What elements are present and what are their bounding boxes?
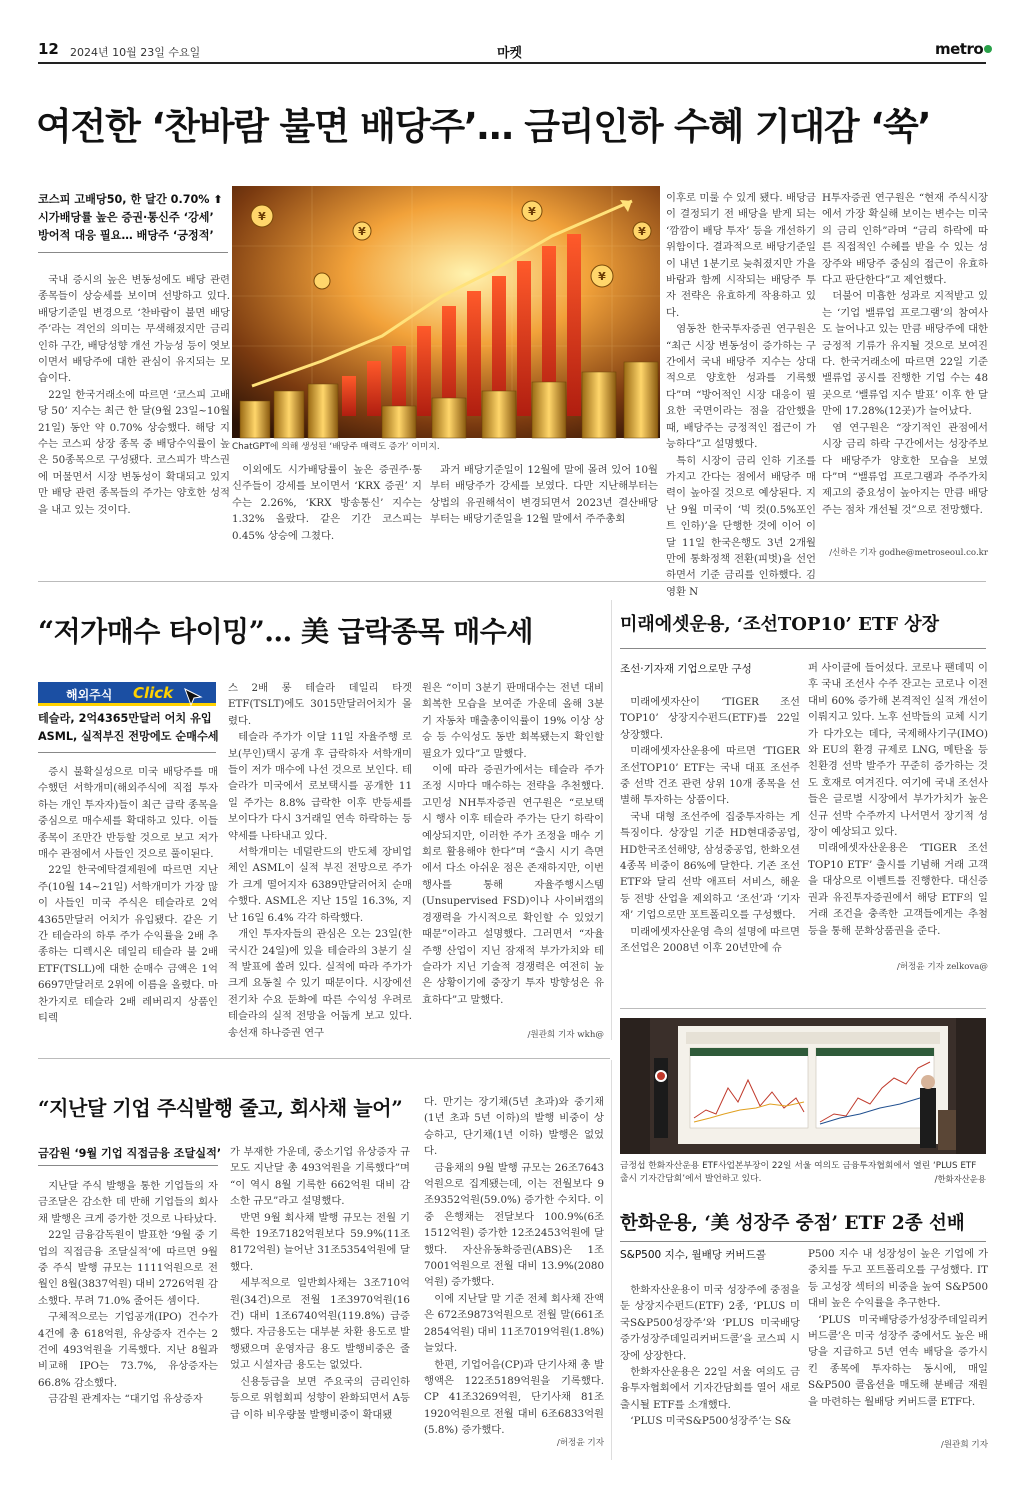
badge-label: 해외주식	[66, 688, 113, 702]
paragraph: 한편, 기업어음(CP)과 단기사채 총 발행액은 122조5189억원을 기록했다. CP 41조3269억원, 단기사채 81조1920억원으로 전월 대비 6조6833억원(5.8%) 증가했다.	[424, 1358, 604, 1437]
hanwha-column-2	[808, 1246, 988, 1436]
overseas-subhead-rule	[38, 752, 216, 753]
paragraph: 과거 배당기준일이 12월에 말에 몰려 있어 10월부터 배당주가 강세를 보였다. 다만 지난해부터는 상법의 유권해석이 변경되면서 2023년 결산배당부터는 배당기준일을 12월 말에서 주주총회	[430, 464, 658, 526]
paragraph: 퍼 사이클에 들어섰다. 코로나 팬데믹 이후 국내 조선사 수주 잔고는 코로나 이전 대비 60% 증가해 본격적인 실적 개선이 이뤄지고 있다. 노후 선박들의 교체 시기가 다가오는 데다, 국제해사기구(IMO)와 EU의 환경 규제로 LNG, 메탄올 등 친환경 선박 발주가 꾸준히 증가하는 것도 호재로 여겨진다. 여기에 국내 조선사들은 글로벌 시장에서 부가가치가 높은 신규 선박 수주까지 나서면서 장기적 성장이 예상되고 있다.	[808, 662, 988, 839]
paragraph: 금감원 관계자는 “대기업 유상증자	[48, 1393, 203, 1406]
lead-column-2	[232, 462, 422, 560]
hanwha-subhead: S&P500 지수, 월배당 커버드콜	[620, 1249, 766, 1261]
lead-column-4	[666, 190, 816, 598]
overseas-column-3	[422, 680, 604, 1030]
paragraph: 한화자산운용이 미국 성장주에 중점을 둔 상장지수펀드(ETF) 2종, ‘PLUS 미국S&P500성장주’와 ‘PLUS 미국배당증가성장주데일리커버드콜’을 코스피 시장에 상장한다.	[620, 1284, 800, 1362]
corpfinance-column-2	[230, 1144, 410, 1450]
lead-headline: 여전한 ‘찬바람 불면 배당주’… 금리인하 수혜 기대감 ‘쑥’	[36, 105, 931, 148]
lead-column-3	[430, 462, 658, 560]
svg-text:¥: ¥	[258, 210, 266, 223]
paragraph: 염동찬 한국투자증권 연구원은 “최근 시장 변동성이 증가하는 구간에서 국내 배당주 지수는 상대적으로 양호한 성과를 기록했다”며 “방어적인 시장 대응이 필요한 국면이라는 점을 감안했을 때, 배당주는 긍정적인 접근이 가능하다”고 설명했다.	[666, 323, 816, 451]
hanwha-headline: 한화운용, ‘美 성장주 중점’ ETF 2종 선배	[620, 1213, 965, 1234]
paragraph: 테슬라 주가가 이달 11일 자율주행 로보(무인)택시 공개 후 급락하자 서학개미들이 저가 매수에 나선 것으로 보인다. 테슬라가 미국에서 로보택시를 공개한 11일 주가는 8.8% 급락한 이후 반등세를 보이다가 다시 3거래일 연속 하락하는 등 약세를 나타내고 있다.	[228, 731, 412, 842]
paragraph: 국내 대형 조선주에 집중투자하는 게 특징이다. 상장일 기준 HD현대중공업, HD한국조선해양, 삼성중공업, 한화오션 4종목 비중이 86%에 달한다. 기존 조선 ETF와 달리 선박 애프터 서비스, 해운 등 전방 산업을 제외하고 ‘조선’과 ‘기자재’ 기업으로만 포트폴리오를 구성했다.	[620, 810, 800, 922]
issue-date: 2024년 10월 23일 수요일	[70, 46, 201, 59]
paragraph: ‘PLUS 미국S&P500성장주’는 S&	[630, 1415, 792, 1428]
paragraph: 개인 투자자들의 관심은 오는 23일(한국시간 24일)에 있을 테슬라의 3분기 실적 발표에 쏠려 있다. 실적에 따라 주가가 크게 요동칠 수 있기 때문이다. 시장에선 전기차 수요 둔화에 따른 수익성 우려로 테슬라의 실적 전망을 어둡게 보고 있다. 송선재 하나증권 연구	[228, 928, 412, 1039]
press-conference-photo	[620, 1018, 986, 1154]
lead-byline: /신하은 기자 godhe@metroseoul.co.kr	[829, 548, 988, 558]
paragraph: 다. 만기는 장기채(5년 초과)와 중기채(1년 초과 5년 이하)의 발행 비중이 상승하고, 단기채(1년 이하) 발행은 없었다.	[424, 1096, 604, 1158]
column-divider	[611, 1060, 612, 1460]
header-rule	[38, 62, 986, 64]
paragraph: 미래에셋자산운용에 따르면 ‘TIGER 조선TOP10’ ETF는 국내 대표 조선주 중 선박 건조 관련 상위 10개 종목을 선별해 투자하는 상품이다.	[620, 745, 800, 807]
paragraph: 증시 불확실성으로 미국 배당주를 매수했던 서학개미(해외주식에 직접 투자하는 개인 투자자)들이 최근 급락 종목을 중심으로 매수세를 확대하고 있다. 이들 종목이 조만간 반등할 것으로 보고 저가 매수 관점에서 사들인 것으로 풀이된다.	[38, 766, 218, 861]
paragraph: 금융채의 9월 발행 규모는 26조7643억원으로 집계됐는데, 이는 전월보다 9조9352억원(59.0%) 증가한 수치다. 이중 은행채는 전달보다 100.9%(6조1512억원) 증가한 12조2453억원에 달했다. 자산유동화증권(ABS)은 1조7001억원으로 전월 대비 13.9%(2080억원) 증가했다.	[424, 1161, 604, 1289]
paragraph: 22일 한국거래소에 따르면 ‘코스피 고배당 50’ 지수는 최근 한 달(9월 23일~10월 21일) 동안 약 0.70% 상승했다. 해당 지수는 코스피 상장 종목 중 배당수익률이 높은 50종목으로 구성됐다. 코스피가 박스권에 머물면서 시장 변동성이 확대되고 있지만 배당 관련 종목들의 주가는 양호한 성적을 내고 있는 것이다.	[38, 388, 230, 516]
paragraph: 한화자산운용은 22일 서울 여의도 금융투자협회에서 기자간담회를 열어 새로 출시될 ETF를 소개했다.	[620, 1366, 800, 1411]
badge-click: Click	[133, 684, 174, 702]
lead-subheads: 코스피 고배당50, 한 달간 0.70% ⬆ 시가배당률 높은 증권·통신주 ‘강세’ 방어적 대응 필요… 배당주 ‘긍정적’	[38, 193, 223, 242]
paragraph: 신용등급을 보면 주요국의 금리인하 등으로 위험회피 성향이 완화되면서 A등급 이하 비우량물 발행비중이 확대됐	[230, 1375, 410, 1421]
mirae-divider	[620, 1008, 986, 1009]
paragraph: 미래에셋자산이 ‘TIGER 조선TOP10’ 상장지수펀드(ETF)를 22일 상장했다.	[620, 696, 800, 741]
paragraph: 가 부재한 가운데, 중소기업 유상증자 규모도 지난달 총 493억원을 기록했다”며 “이 역시 8월 기록한 662억원 대비 감소한 규모”라고 설명했다.	[230, 1146, 410, 1208]
paragraph: 미래에셋자산운용은 ‘TIGER 조선TOP10 ETF’ 출시를 기념해 거래 고객을 대상으로 이벤트를 진행한다. 대신증권과 유진투자증권에서 해당 ETF의 일 거래 조건을 충족한 고객들에게는 추첨 등을 통해 문화상품권을 준다.	[808, 842, 988, 937]
mirae-column-2	[808, 660, 988, 956]
paragraph: 지난달 주식 발행을 통한 기업들의 자금조달은 감소한 데 반해 기업들의 회사채 발행은 크게 증가한 것으로 나타났다.	[38, 1180, 218, 1225]
lead-subhead-rule	[38, 252, 228, 253]
photo-credit: /한화자산운용	[934, 1174, 986, 1184]
lower-divider	[38, 1058, 610, 1059]
corpfinance-column-1	[38, 1178, 218, 1450]
golden-coins-illustration	[232, 186, 660, 438]
cursor-arrow-icon	[183, 687, 203, 711]
section-divider	[38, 581, 986, 582]
logo-dot-icon	[984, 45, 992, 53]
hanwha-headline-rule	[620, 1241, 986, 1242]
corpfinance-subhead: 금감원 ‘9월 기업 직접금융 조달실적’	[38, 1147, 222, 1160]
paragraph: ‘PLUS 미국배당증가성장주데일리커버드콜’은 미국 성장주 중에서도 높은 배당을 지급하고 5년 연속 배당을 증가시킨 종목에 투자하는 동시에, 매일 S&P500 콜옵션을 매도해 분배금 재원을 마련하는 월배당 커버드콜 ETF다.	[808, 1313, 988, 1408]
overseas-column-2	[228, 680, 412, 1044]
corpfinance-column-3	[424, 1094, 604, 1436]
hanwha-event-photo	[620, 1018, 986, 1154]
lead-column-1	[38, 272, 230, 560]
paragraph: 구체적으로는 기업공개(IPO) 건수가 4건에 총 618억원, 유상증자 건수는 2건에 493억원을 기록했다. 지난 8월과 비교해 IPO는 73.7%, 유상증자는 66.8% 감소했다.	[38, 1311, 218, 1389]
overseas-click-badge	[38, 682, 216, 706]
paragraph: 스 2배 롱 테슬라 데일리 타겟 ETF(TSLT)에도 3015만달러어치가 몰렸다.	[228, 682, 412, 727]
paragraph: 미래에셋자산운영 측의 설명에 따르면 조선업은 2008년 이후 20년만에 슈	[620, 925, 800, 955]
lead-column-5	[822, 190, 988, 550]
corpfinance-subhead-rule	[38, 1165, 218, 1166]
paragraph: 국내 증시의 높은 변동성에도 배당 관련 종목들이 상승세를 보이며 선방하고 있다. 배당기준일 변경으로 ‘찬바람이 불면 배당주’라는 격언의 의미는 무색해졌지만 금리 인하 구간, 배당성향 개선 가능성 등이 엿보이면서 배당주에 대한 관심이 유지되는 모습이다.	[38, 274, 231, 385]
overseas-byline: /원관희 기자 wkh@	[527, 1030, 604, 1040]
svg-text:¥: ¥	[638, 225, 646, 238]
paragraph: H투자증권 연구원은 “현재 주식시장에서 가장 확실해 보이는 변수는 미국의 금리 인하”라며 “금리 하락에 따른 직접적인 수혜를 받을 수 있는 성장주와 배당주 중심의 접근이 유효하다고 판단한다”고 제언했다.	[822, 192, 988, 287]
corpfinance-byline: /허정윤 기자	[556, 1438, 604, 1448]
mirae-byline: /허정윤 기자 zelkova@	[896, 962, 988, 972]
mirae-column-1	[620, 694, 800, 994]
paragraph: 염 연구원은 “장기적인 관점에서 시장 금리 하락 구간에서는 성장주보다 배당주가 양호한 모습을 보였다”며 “밸류업 프로그램과 주주가치 제고의 중요성이 높아지는 만큼 배당주는 점차 개선될 것”으로 전망했다.	[822, 421, 988, 516]
paragraph: 22일 한국예탁결제원에 따르면 지난주(10월 14~21일) 서학개미가 가장 많이 사들인 미국 주식은 테슬라로 2억4365만달러 어치가 유입됐다. 같은 기간 테슬라의 하루 주가 수익률을 2배 추종하는 디렉시온 데일리 테슬라 불 2배 ETF(TSLL)에 대한 순매수 금액은 1억6697만달러로 2위에 이름을 올렸다. 마찬가지로 테슬라 2배 레버리지 상품인 티렉	[38, 864, 218, 1025]
lead-photo-caption: ChatGPT에 의해 생성된 ‘배당주 매력도 증가’ 이미지.	[232, 442, 440, 452]
overseas-subheads: 테슬라, 2억4365만달러 어치 유입 ASML, 실적부진 전망에도 순매수세	[38, 712, 219, 743]
corpfinance-headline: “지난달 기업 주식발행 줄고, 회사채 늘어”	[38, 1096, 403, 1120]
paragraph: P500 지수 내 성장성이 높은 기업에 가중치를 두고 포트폴리오를 구성했다. IT 등 고성장 섹터의 비중을 높여 S&P500 대비 높은 수익률을 추구한다.	[808, 1248, 988, 1310]
mirae-subhead: 조선·기자재 기업으로만 구성	[620, 663, 752, 675]
page-number: 12	[38, 40, 59, 58]
mirae-headline: 미래에셋운용, ‘조선TOP10’ ETF 상장	[620, 614, 940, 635]
dividend-growth-image	[232, 186, 660, 438]
hanwha-byline: /원관희 기자	[940, 1440, 988, 1450]
hanwha-column-1	[620, 1282, 800, 1450]
paragraph: 22일 금융감독원이 발표한 ‘9월 중 기업의 직접금융 조달실적’에 따르면 9월 중 주식 발행 규모는 1111억원으로 전월인 8월(3837억원) 대비 2726억원 감소했다. 무려 71.0% 줄어든 셈이다.	[38, 1229, 218, 1307]
up-arrow-icon: ⬆	[213, 193, 223, 206]
paragraph: 특히 시장이 금리 인하 기조를 가지고 간다는 점에서 배당주 매력이 높아질 것으로 예상된다. 지난 9월 미국이 ‘빅 컷(0.5%포인트 인하)’을 단행한 것에 이어 이달 11일 한국은행도 3년 2개월 만에 통화정책 전환(피벗)을 선언하면서 기준 금리를 인하했다. 김영환 N	[666, 454, 816, 598]
overseas-headline: “저가매수 타이밍”… 美 급락종목 매수세	[38, 615, 533, 648]
paragraph: 반면 9월 회사채 발행 규모는 전월 기록한 19조7182억원보다 59.9%(11조8172억원) 늘어난 31조5354억원에 달했다.	[230, 1211, 410, 1273]
paragraph: 원은 “이미 3분기 판매대수는 전년 대비 회복한 모습을 보여준 가운데 올해 3분기 자동차 매출총이익률이 19% 이상 상승 등 수익성도 동반 회복됐는지 확인할 필요가 있다”고 말했다.	[422, 682, 604, 760]
svg-text:¥: ¥	[358, 225, 366, 238]
svg-text:¥: ¥	[598, 270, 606, 283]
column-divider	[611, 600, 612, 1040]
paragraph: 세부적으로 일반회사채는 3조710억원(34건)으로 전월 1조3970억원(16건) 대비 1조6740억원(119.8%) 급증했다. 자금용도는 대부분 차환 용도로 발행됐으며 운영자금 용도 발행비중은 줄었고 시설자금 용도는 없었다.	[230, 1277, 410, 1372]
paragraph: 이에 따라 증권가에서는 테슬라 주가 조정 시마다 매수하는 전략을 추천했다. 고민성 NH투자증권 연구원은 “로보택시 행사 이후 테슬라 주가는 단기 하락이 예상되지만, 이러한 주가 조정을 매수 기회로 활용해야 한다”며 “출시 시기 측면에서 다소 아쉬운 점은 존재하지만, 이번 행사를 통해 자율주행시스템(Unsupervised FSD)이나 사이버캡의 경쟁력을 가시적으로 확인할 수 있었기 때문”이라고 설명했다. 그러면서 “자율주행 산업이 지닌 잠재적 부가가치와 테슬라가 지닌 기술적 경쟁력은 여전히 높은 상황이기에 중장기 투자 방향성은 유효하다”고 말했다.	[422, 764, 604, 1006]
svg-text:¥: ¥	[528, 205, 536, 218]
paragraph: 이외에도 시가배당률이 높은 증권주·통신주들이 강세를 보이면서 ‘KRX 증권’ 지수는 2.26%, ‘KRX 방송통신’ 지수는 1.32% 올랐다. 같은 기간 코스피는 0.45% 상승에 그쳤다.	[232, 464, 422, 542]
paragraph: 이후로 미룰 수 있게 됐다. 배당금이 결정되기 전 배당을 받게 되는 ‘깜깜이 배당 투자’ 등을 개선하기 위함이다. 결과적으로 배당기준일이 내년 1분기로 늦춰졌지만 가을 바람과 함께 시작되는 배당주 투자 전략은 유효하게 작용하고 있다.	[666, 192, 816, 319]
metro-logo: metro	[935, 40, 992, 58]
paragraph: 더불어 미흡한 성과로 지적받고 있는 ‘기업 밸류업 프로그램’의 참여사도 늘어나고 있는 만큼 배당주에 대한 긍정적 기류가 유지될 것으로 보여진다. 한국거래소에 따르면 22일 기준 밸류업 공시를 진행한 기업 수는 48곳으로 ‘밸류업 지수 발표’ 이후 한 달 만에 17.28%(12곳)가 늘어났다.	[822, 290, 988, 418]
paragraph: 이에 지난달 말 기준 전체 회사채 잔액은 672조9873억원으로 전월 말(661조2854억원) 대비 11조7019억원(1.8%) 늘었다.	[424, 1292, 604, 1355]
mirae-headline-rule	[620, 648, 986, 649]
paragraph: 서학개미는 네덜란드의 반도체 장비업체인 ASML이 실적 부진 전망으로 주가가 크게 떨어지자 6389만달러어치 순매수했다. ASML은 지난 15일 16.3%, 지난 16일 6.4% 각각 하락했다.	[228, 846, 412, 924]
section-name: 마켓	[497, 46, 523, 61]
overseas-column-1	[38, 764, 218, 1044]
hanwha-photo-caption: 금정섭 한화자산운용 ETF사업본부장이 22일 서울 여의도 금융투자협회에서 열린 ‘PLUS ETF 출시 기자간담회’에서 발언하고 있다. /한화자산운용	[620, 1161, 986, 1184]
